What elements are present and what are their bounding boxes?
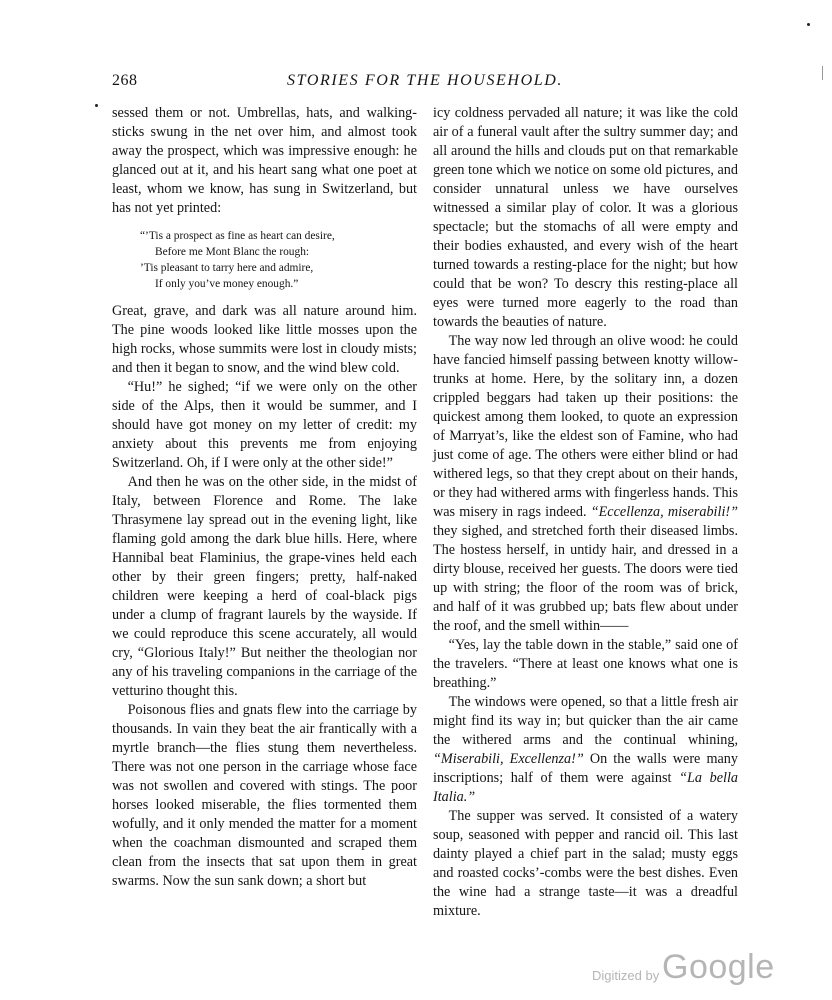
verse-line: ’Tis pleasant to tarry here and admire, bbox=[140, 262, 314, 274]
paragraph: Poisonous flies and gnats flew into the carriage by thousands. In vain they beat the air frantically with a myrtle branch—the flies stung them nevertheless. There was not one person in the carriage whose face was not swollen and covered with stings. The poor horses looked miserable, the flies tormented them wofully, and it only mended the matter for a moment when the coachman dismounted and scraped them clean from the insects that sat upon them in great swarms. Now the sun sank down; a short but bbox=[112, 702, 417, 889]
paragraph bbox=[433, 693, 738, 807]
margin-dot bbox=[95, 104, 98, 107]
right-column bbox=[433, 104, 738, 921]
margin-dot bbox=[807, 23, 810, 26]
page-number: 268 bbox=[112, 72, 138, 89]
google-watermark bbox=[592, 948, 775, 988]
watermark-caption: Digitized by bbox=[592, 968, 660, 983]
paragraph: “Yes, lay the table down in the stable,” said one of the travelers. “There at least one knows what one is breathing.” bbox=[433, 637, 738, 691]
paragraph-text: The way now led through an olive wood: he could have fancied himself passing between knotty willow-trunks at home. Here, by the solitary inn, a dozen crippled beggars had taken up their positions: the quickest among them looked, to quote an expression of Marryat’s, like the eldest son of Famine, who had just come of age. The others were either blind or had withered legs, so that they crept about on their hands, or they had withered arms with fingerless hands. This was misery in rags indeed. bbox=[433, 333, 738, 520]
paragraph: The supper was served. It consisted of a watery soup, seasoned with pepper and rancid oil. This last dainty played a chief part in the salad; musty eggs and roasted cocks’-combs were the best dishes. Even the wine had a strange taste—it was a dreadful mixture. bbox=[433, 808, 738, 919]
paragraph-text: they sighed, and stretched forth their diseased limbs. The hostess herself, in untidy hair, and dressed in a dirty blouse, received her guests. The doors were tied up with string; the floor of the room was of brick, and half of it was grubbed up; bats flew about under the roof, and the smell within—— bbox=[433, 523, 738, 634]
verse-quote bbox=[112, 228, 417, 292]
paragraph: Great, grave, and dark was all nature around him. The pine woods looked like little mosses upon the high rocks, whose summits were lost in cloudy mists; and then it began to snow, and the wind blew cold. bbox=[112, 303, 417, 376]
paragraph-text: The windows were opened, so that a little fresh air might find its way in; but quicker than the air came the withered arms and the continual whining, bbox=[433, 694, 738, 748]
verse-line: Before me Mont Blanc the rough: bbox=[155, 246, 310, 258]
paragraph bbox=[433, 332, 738, 636]
page-edge-mark bbox=[822, 66, 823, 80]
page-header bbox=[112, 72, 738, 96]
italic-quote: “Eccellenza, miserabili!” bbox=[590, 504, 738, 520]
paragraph: “Hu!” he sighed; “if we were only on the other side of the Alps, then it would be summer, and I should have got money on my letter of credit: my anxiety about this prevents me from enjoying Switzerland. Oh, if I were only at the other side!” bbox=[112, 379, 417, 471]
paragraph: sessed them or not. Umbrellas, hats, and walking-sticks swung in the net over him, and almost took away the prospect, which was impressive enough: he glanced out at it, and his heart sang what one poet at least, whom we know, has sung in Switzerland, but has not yet printed: bbox=[112, 105, 417, 216]
verse-line: If only you’ve money enough.” bbox=[155, 278, 299, 290]
italic-quote: “Miserabili, Excellenza!” bbox=[433, 751, 584, 767]
verse-line: “’Tis a prospect as fine as heart can desire, bbox=[140, 230, 335, 242]
left-column bbox=[112, 104, 417, 891]
paragraph-text: On the walls were many inscriptions; half of them were against bbox=[433, 751, 738, 786]
italic-quote: “La bella Italia.” bbox=[433, 770, 738, 805]
paragraph: And then he was on the other side, in the midst of Italy, between Florence and Rome. The lake Thrasymene lay spread out in the evening light, like flaming gold among the dark blue hills. Here, where Hannibal beat Flaminius, the grape-vines held each other by their green fingers; pretty, half-naked children were keeping a herd of coal-black pigs under a clump of fragrant laurels by the wayside. If we could reproduce this scene accurately, all would cry, “Glorious Italy!” But neither the theologian nor any of his traveling companions in the carriage of the vetturino thought this. bbox=[112, 474, 417, 699]
paragraph: icy coldness pervaded all nature; it was like the cold air of a funeral vault after the sultry summer day; and all around the hills and clouds put on that remarkable green tone which we notice on some old pictures, and consider unnatural unless we have ourselves witnessed a similar play of color. It was a glorious spectacle; but the stomachs of all were empty and their bodies exhausted, and every wish of the heart turned towards a resting-place for the night; but how could that be won? To descry this resting-place all eyes were turned more eagerly to the road than towards the beauties of nature. bbox=[433, 105, 738, 330]
watermark-logo: Google bbox=[662, 948, 775, 986]
running-title: STORIES FOR THE HOUSEHOLD. bbox=[287, 72, 563, 89]
